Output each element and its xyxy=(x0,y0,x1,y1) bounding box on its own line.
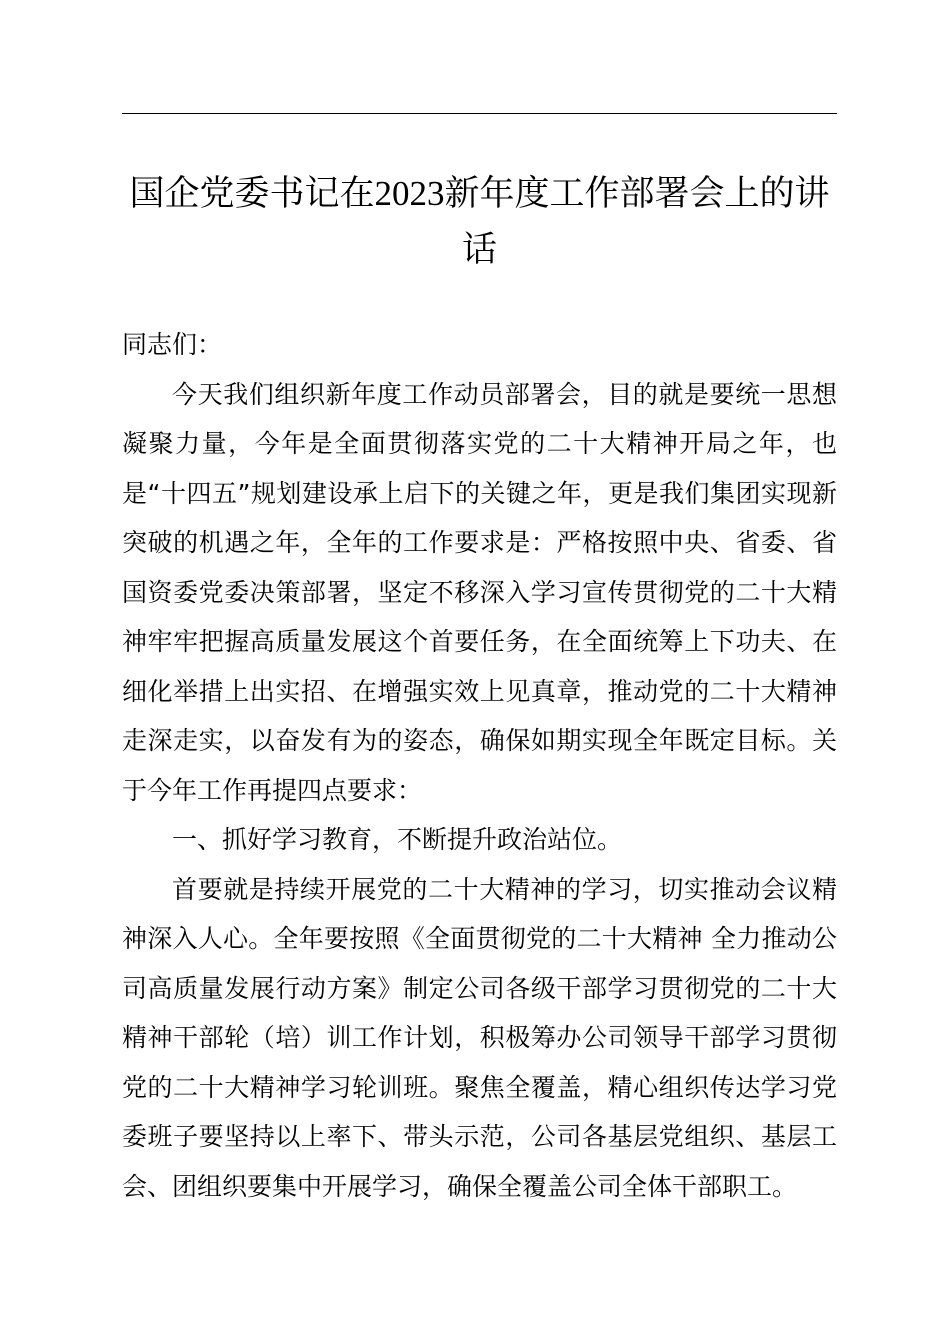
salutation: 同志们： xyxy=(122,330,223,359)
document-title xyxy=(122,166,837,278)
header-rule xyxy=(122,113,837,114)
title-text-part1: 国企党委书记在 xyxy=(129,174,375,214)
title-text-part2: 新年度工作部署会上的讲话 xyxy=(444,174,830,270)
paragraph-intro: 今天我们组织新年度工作动员部署会，目的就是要统一思想凝聚力量，今年是全面贯彻落实党的二十大精神开局之年，也是“十四五”规划建设承上启下的关键之年，更是我们集团实现新突破的机遇之年，全年的工作要求是：严格按照中央、省委、省国资委党委决策部署，坚定不移深入学习宣传贯彻党的二十大精神牢牢把握高质量发展这个首要任务，在全面统筹上下功夫、在细化举措上出实招、在增强实效上见真章，推动党的二十大精神走深走实，以奋发有为的姿态，确保如期实现全年既定目标。关于今年工作再提四点要求： xyxy=(122,379,837,805)
paragraph-section-1: 首要就是持续开展党的二十大精神的学习，切实推动会议精神深入人心。全年要按照《全面贯彻党的二十大精神 全力推动公司高质量发展行动方案》制定公司各级干部学习贯彻党的二十大精神干部轮（培）训工作计划，积极筹办公司领导干部学习贯彻党的二十大精神学习轮训班。聚焦全覆盖，精心组织传达学习党委班子要坚持以上率下、带头示范，公司各基层党组织、基层工会、团组织要集中开展学习，确保全覆盖公司全体干部职工。 xyxy=(122,874,837,1201)
title-year: 2023 xyxy=(374,174,445,213)
section-heading-1: 一、抓好学习教育，不断提升政治站位。 xyxy=(172,825,623,854)
document-body xyxy=(122,320,837,1211)
